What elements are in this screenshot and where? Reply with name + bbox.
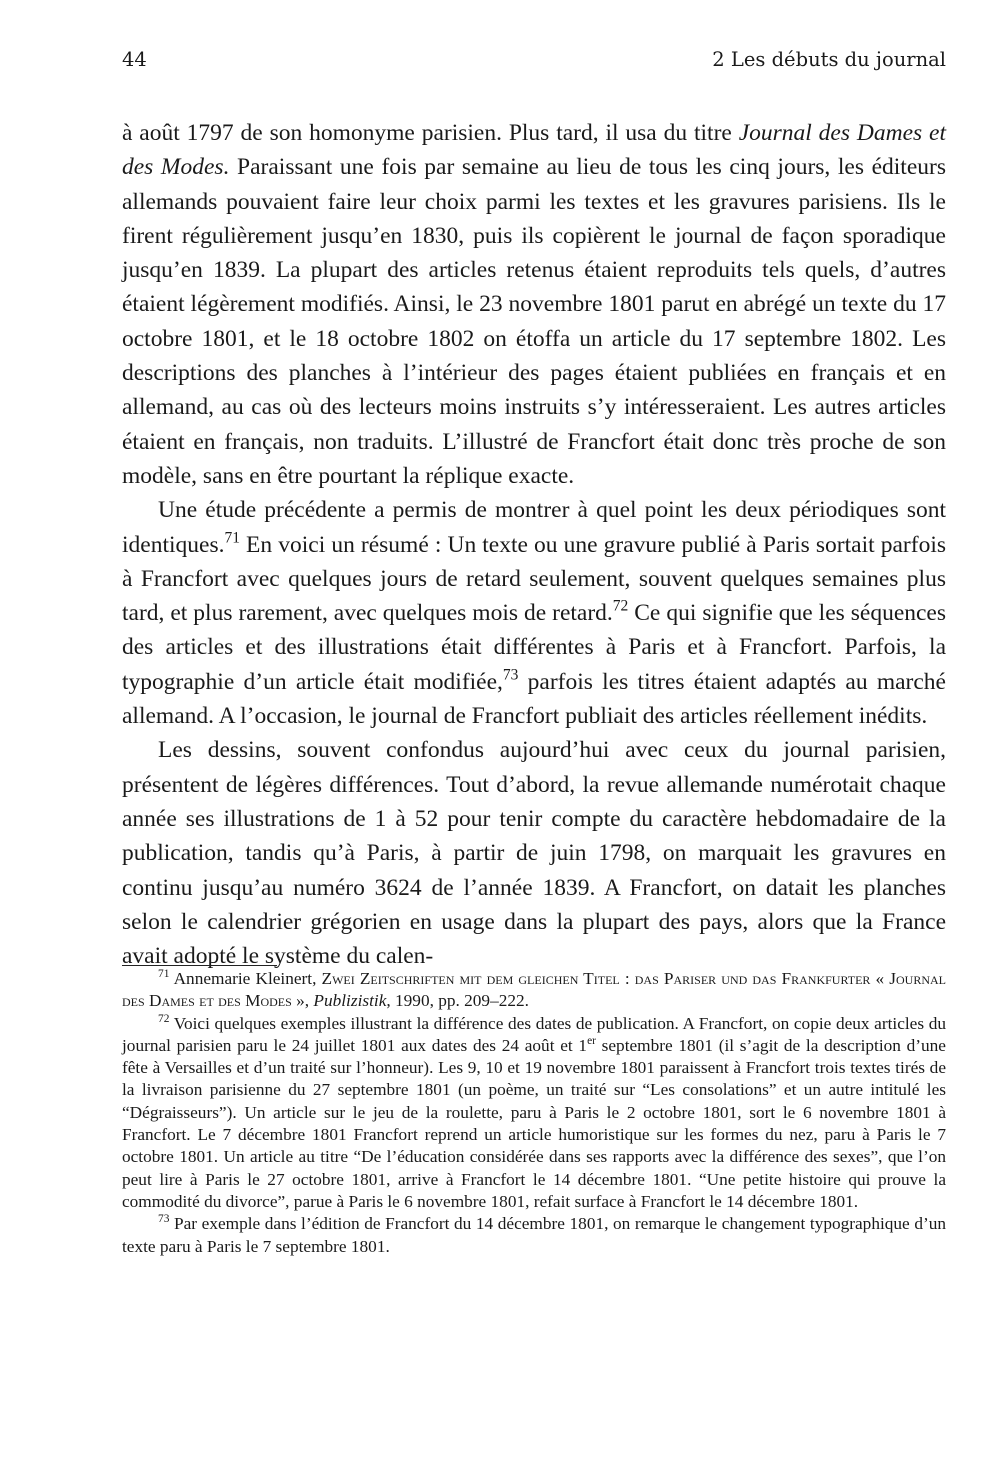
footnote-article-title: Zwei Zeitschriften mit dem gleichen Titel : das Pariser und das Frankfurter « Journal des Dames et des Modes » bbox=[122, 969, 946, 1011]
footnote-number: 71 bbox=[158, 968, 170, 981]
paragraph-1 bbox=[122, 116, 946, 493]
footnote-number: 72 bbox=[158, 1012, 170, 1025]
paragraph-text: parfois les titres étaient adaptés au marché allemand. A l’occasion, le journal de Francfort publiait des articles réellement inédits. bbox=[122, 668, 946, 730]
footnote-ref-71[interactable]: 71 bbox=[224, 529, 240, 547]
footnote-71 bbox=[122, 968, 946, 1013]
footnote-72 bbox=[122, 1013, 946, 1214]
paragraph-text: Paraissant une fois par semaine au lieu de tous les cinq jours, les éditeurs allemands pouvaient faire leur choix parmi les textes et les gravures parisiens. Ils le firent régulièrement jusqu’en 1830, puis ils copièrent le journal de façon sporadique jusqu’en 1839. La plupart des articles retenus étaient reproduits tels quels, d’autres étaient légèrement modifiés. Ainsi, le 23 novembre 1801 parut en abrégé un texte du 17 octobre 1801, et le 18 octobre 1802 on étoffa un article du 17 septembre 1802. Les descriptions des planches à l’intérieur des pages étaient publiées en français et en allemand, au cas où des lecteurs moins instruits s’y intéresseraient. Les autres articles étaient en français, non traduits. L’illustré de Francfort était donc très proche de son modèle, sans en être pourtant la réplique exacte. bbox=[122, 154, 946, 489]
paragraph-text: En voici un résumé : Un texte ou une gravure publié à Paris sortait parfois à Francfort avec quelques jours de retard seulement, souvent quelques semaines plus tard, et plus rarement, avec quelques mois de retard. bbox=[122, 531, 946, 627]
footnote-rule bbox=[122, 965, 277, 966]
footnote-text: septembre 1801 (il s’agit de la description d’une fête à Versailles et d’un traité sur l’honneur). Les 9, 10 et 19 novembre 1801 paraissent à Francfort trois textes tirés de la livraison parisienne du 27 septembre 1801 (un poème, un traité sur “Les consolations” et un autre intitulé les “Dégraisseurs”). Un article sur le jeu de la roulette, paru à Paris le 2 octobre 1801, sort le 6 novembre 1801 à Francfort. Le 7 décembre 1801 Francfort reprend un article humoristique sur les formes du nez, paru à Paris le 7 octobre 1801. Un article au titre “De l’éducation considérée dans ses rapports avec la différence des sexes”, que l’on peut lire à Paris le 27 octobre 1801, arrive à Francfort le 14 décembre 1801. “Une petite histoire qui prouve la commodité du divorce”, parue à Paris le 6 novembre 1801, refait surface à Francfort le 14 décembre 1801. bbox=[122, 1035, 946, 1211]
ordinal-superscript: er bbox=[587, 1035, 596, 1048]
footnote-ref-72[interactable]: 72 bbox=[612, 597, 629, 615]
running-head: 2 Les débuts du journal bbox=[712, 48, 946, 71]
paragraph-text: Une étude précédente a permis de montrer à quel point les deux périodiques sont identiques. bbox=[122, 497, 946, 558]
footnote-text: Voici quelques exemples illustrant la différence des dates de publication. A Francfort, on copie deux articles du journal parisien paru le 24 juillet 1801 aux dates des 24 août et 1 bbox=[122, 1013, 946, 1055]
paragraph-2 bbox=[122, 493, 946, 733]
footnote-journal: Publizistik bbox=[313, 991, 387, 1011]
paragraph-text: Les dessins, souvent confondus aujourd’hui avec ceux du journal parisien, présentent de légères différences. Tout d’abord, la revue allemande numérotait chaque année ses illustrations de 1 à 52 pour tenir compte du caractère hebdomadaire de la publication, tandis qu’à Paris, à partir de juin 1798, on marquait les gravures en continu jusqu’au numéro 3624 de l’année 1839. A Francfort, on datait les planches selon le calendrier grégorien en usage dans la plupart des pays, alors que la France avait adopté le système du calen- bbox=[122, 737, 946, 970]
footnote-number: 73 bbox=[158, 1213, 170, 1226]
paragraph-text: à août 1797 de son homonyme parisien. Plus tard, il usa du titre bbox=[122, 120, 739, 146]
paragraph-3 bbox=[122, 733, 946, 973]
footnote-ref-73[interactable]: 73 bbox=[502, 666, 519, 684]
page-header bbox=[122, 48, 946, 82]
body-text bbox=[122, 116, 946, 973]
footnote-author: Annemarie Kleinert, bbox=[173, 969, 322, 988]
footnote-text: , 1990, pp. 209–222. bbox=[386, 991, 529, 1011]
footnote-separator: , bbox=[304, 991, 314, 1011]
page-number: 44 bbox=[122, 48, 147, 71]
paragraph-text: Ce qui signifie que les séquences des articles et des illustrations était différentes à Paris et à Francfort. Parfois, la typographie d’un article était modifiée, bbox=[122, 600, 947, 695]
footnote-text: Par exemple dans l’édition de Francfort du 14 décembre 1801, on remarque le changement typographique d’un texte paru à Paris le 7 septembre 1801. bbox=[122, 1214, 946, 1256]
footnotes bbox=[122, 968, 946, 1258]
journal-title: Journal des Dames et des Modes. bbox=[122, 120, 946, 181]
footnote-73 bbox=[122, 1213, 946, 1258]
